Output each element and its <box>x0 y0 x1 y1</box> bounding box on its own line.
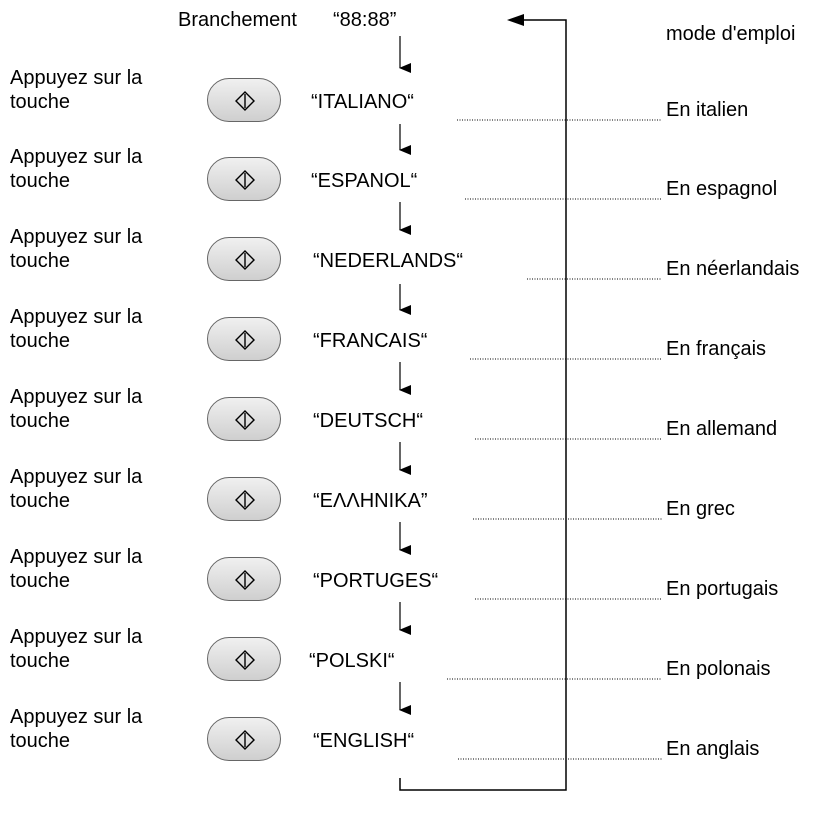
instruction-text: Appuyez sur la touche <box>10 626 143 672</box>
start-button[interactable] <box>207 397 281 441</box>
start-button[interactable] <box>207 557 281 601</box>
language-label: En allemand <box>666 418 778 440</box>
start-button[interactable] <box>207 157 281 201</box>
language-label: En polonais <box>666 658 771 680</box>
instruction-text: Appuyez sur la touche <box>10 226 143 272</box>
return-loop-line <box>400 20 566 790</box>
instruction-text: Appuyez sur la touche <box>10 386 143 432</box>
instruction-text: Appuyez sur la touche <box>10 546 143 592</box>
start-button[interactable] <box>207 78 281 122</box>
start-button[interactable] <box>207 237 281 281</box>
start-diamond-icon <box>235 250 255 270</box>
start-diamond-icon <box>235 91 255 111</box>
language-label: En italien <box>666 99 749 121</box>
display-text: “FRANCAIS“ <box>313 330 428 352</box>
language-label: En espagnol <box>666 178 778 200</box>
start-diamond-icon <box>235 410 255 430</box>
start-diamond-icon <box>235 170 255 190</box>
start-diamond-icon <box>235 730 255 750</box>
display-text: “POLSKI“ <box>309 650 395 672</box>
start-label: Branchement <box>178 9 297 31</box>
start-display: “88:88” <box>333 9 397 31</box>
language-label: En néerlandais <box>666 258 800 280</box>
display-text: “ENGLISH“ <box>313 730 415 752</box>
instruction-text: Appuyez sur la touche <box>10 306 143 352</box>
display-text: “DEUTSCH“ <box>313 410 423 432</box>
instruction-text: Appuyez sur la touche <box>10 466 143 512</box>
start-diamond-icon <box>235 570 255 590</box>
start-diamond-icon <box>235 650 255 670</box>
language-label: En portugais <box>666 578 779 600</box>
manual-label: mode d'emploi <box>666 23 796 45</box>
start-button[interactable] <box>207 637 281 681</box>
display-text: “PORTUGES“ <box>313 570 439 592</box>
return-arrow-head <box>507 14 524 26</box>
start-button[interactable] <box>207 477 281 521</box>
language-label: En français <box>666 338 767 360</box>
language-label: En grec <box>666 498 735 520</box>
display-text: “ΕΛΛΗΝΙΚΑ” <box>313 490 428 512</box>
display-text: “ITALIANO“ <box>311 91 414 113</box>
display-text: “NEDERLANDS“ <box>313 250 464 272</box>
display-text: “ESPANOL“ <box>311 170 418 192</box>
instruction-text: Appuyez sur la touche <box>10 146 143 192</box>
start-diamond-icon <box>235 490 255 510</box>
start-button[interactable] <box>207 317 281 361</box>
instruction-text: Appuyez sur la touche <box>10 67 143 113</box>
start-button[interactable] <box>207 717 281 761</box>
language-label: En anglais <box>666 738 760 760</box>
start-diamond-icon <box>235 330 255 350</box>
instruction-text: Appuyez sur la touche <box>10 706 143 752</box>
